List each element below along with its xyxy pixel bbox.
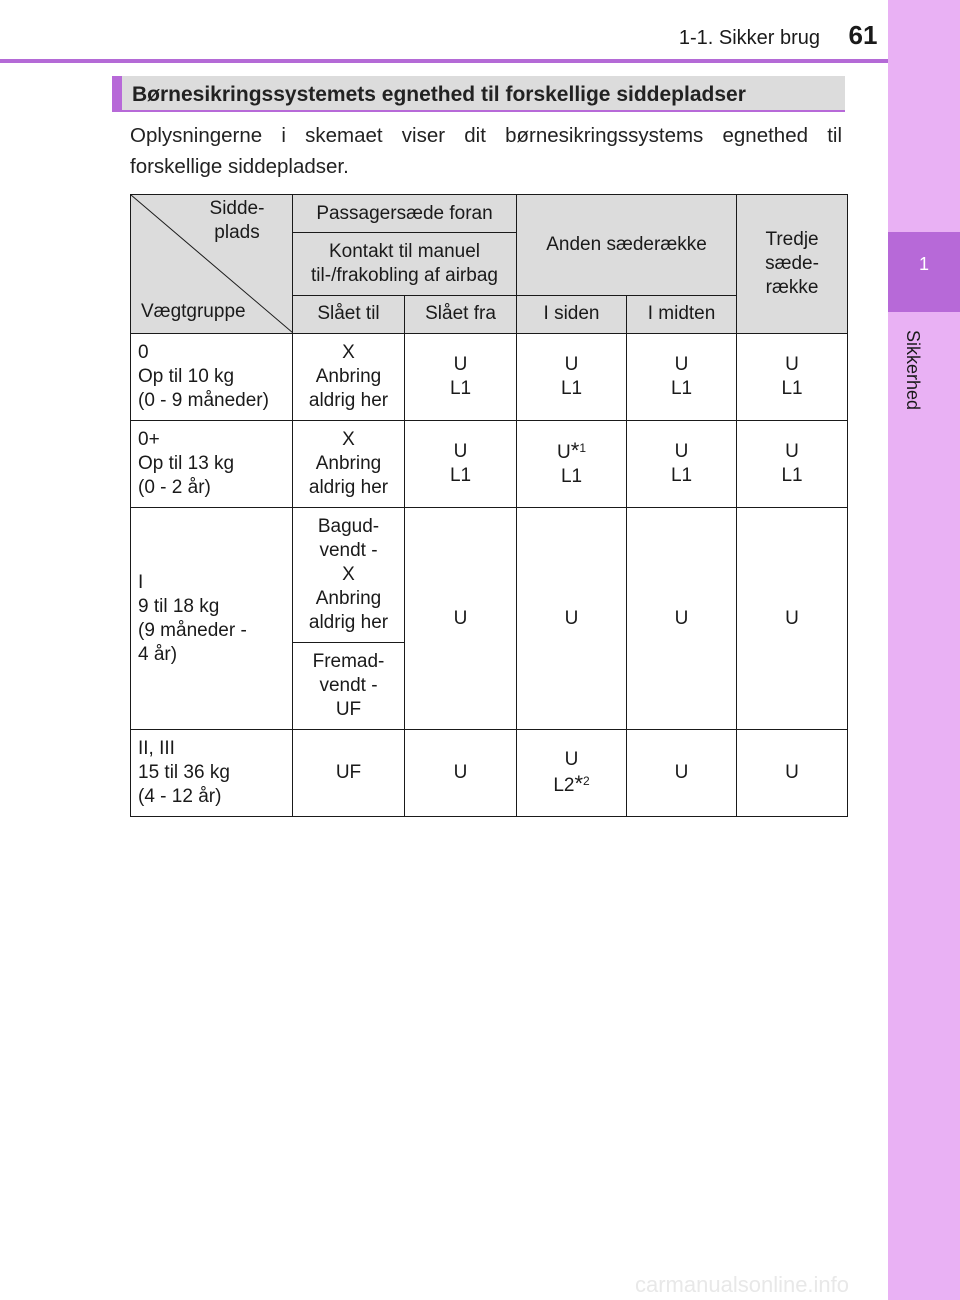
cell-line: X <box>342 342 355 363</box>
second-side-cell <box>517 421 627 508</box>
weight-group-line: (9 måneder - <box>138 619 247 641</box>
weight-group-line: 0+ <box>138 429 160 450</box>
second-side-header: I siden <box>517 295 627 333</box>
weight-group-line: 4 år) <box>138 643 178 665</box>
footnote-ref: 2 <box>583 774 590 788</box>
airbag-switch-line: til-/frakobling af airbag <box>311 264 498 286</box>
second-middle-header: I midten <box>627 295 737 333</box>
weight-group-cell <box>131 421 293 508</box>
weight-group-line: Op til 13 kg <box>138 453 235 474</box>
third-row-cell: U <box>737 730 848 817</box>
cell-line: L1 <box>670 378 693 399</box>
cell-line: L1 <box>449 465 472 486</box>
cell-line: U <box>785 354 799 375</box>
third-row-cell: U <box>737 508 848 730</box>
suitability-table <box>130 194 848 817</box>
cell-line: U <box>785 441 799 462</box>
second-middle-cell <box>627 421 737 508</box>
chapter-tab[interactable]: 1 <box>888 232 960 312</box>
cell-line: Anbring <box>315 366 382 387</box>
cell-line: L1 <box>449 378 472 399</box>
switch-on-cell <box>293 334 405 421</box>
cell-line: Anbring <box>315 588 382 609</box>
table-row <box>131 421 848 508</box>
switch-on-header: Slået til <box>293 295 405 333</box>
footnote-ref: 1 <box>579 441 586 455</box>
switch-off-header: Slået fra <box>405 295 517 333</box>
seat-position-line: Sidde- <box>209 198 265 219</box>
second-side-cell <box>517 730 627 817</box>
weight-group-cell <box>131 508 293 730</box>
cell-line <box>517 439 626 465</box>
cell-line: Anbring <box>315 453 382 474</box>
passenger-seat-header: Passagersæde foran <box>293 195 517 233</box>
footnote-star: * <box>570 438 580 463</box>
cell-line: Fremad- <box>312 651 385 672</box>
cell-line: U <box>453 354 468 375</box>
airbag-switch-line: Kontakt til manuel <box>328 240 481 262</box>
third-row-header <box>737 195 848 334</box>
switch-off-cell: U <box>405 730 517 817</box>
switch-off-cell <box>405 421 517 508</box>
cell-line: U <box>674 354 689 375</box>
cell-line: L1 <box>560 378 583 399</box>
section-heading: Børnesikringssystemets egnethed til forskellige siddepladser <box>132 83 746 106</box>
cell-line: U <box>453 441 468 462</box>
cell-line: L1 <box>670 465 693 486</box>
intro-paragraph: Oplysningerne i skemaet viser dit børnesikringssystems egnethed til forskellige siddepladser. <box>130 124 842 178</box>
table-row <box>131 730 848 817</box>
page-number: 61 <box>848 20 878 50</box>
third-row-line: sæde- <box>765 253 819 274</box>
chapter-sidebar <box>888 0 960 1300</box>
switch-on-front-cell <box>293 643 405 730</box>
table-row <box>131 334 848 421</box>
weight-group-line: II, III <box>138 738 175 759</box>
corner-header-cell <box>131 195 293 334</box>
third-row-line: Tredje <box>765 229 819 250</box>
airbag-switch-header <box>293 233 517 295</box>
footnote-star: * <box>574 771 584 796</box>
second-row-header: Anden sæderække <box>517 195 737 296</box>
third-row-line: række <box>765 277 819 298</box>
cell-line: UF <box>335 699 362 720</box>
cell-line: vendt - <box>319 675 378 696</box>
weight-group-line: I <box>138 571 144 593</box>
chapter-label: Sikkerhed <box>903 330 923 411</box>
section-reference: 1-1. Sikker brug <box>678 27 820 49</box>
third-row-cell <box>737 334 848 421</box>
seat-position-line: plads <box>214 222 260 243</box>
cell-line: U <box>564 354 579 375</box>
cell-line: aldrig her <box>308 390 389 411</box>
section-heading-box <box>112 76 845 112</box>
cell-line: aldrig her <box>308 477 389 498</box>
second-middle-cell: U <box>627 508 737 730</box>
weight-group-line: 9 til 18 kg <box>138 595 220 617</box>
cell-value: L2 <box>553 775 575 796</box>
second-side-cell <box>517 334 627 421</box>
second-middle-cell <box>627 334 737 421</box>
switch-on-cell: UF <box>293 730 405 817</box>
weight-group-line: 15 til 36 kg <box>138 762 230 783</box>
cell-line: X <box>342 429 355 450</box>
switch-off-cell <box>405 334 517 421</box>
cell-line: L1 <box>781 465 803 486</box>
cell-line: U <box>674 441 689 462</box>
switch-on-rear-cell <box>293 508 405 643</box>
cell-line: X <box>342 564 355 585</box>
weight-group-line: (4 - 12 år) <box>138 786 222 807</box>
cell-line <box>517 772 626 798</box>
weight-group-line: 0 <box>138 342 149 363</box>
header-rule <box>0 59 888 63</box>
seat-position-label <box>201 197 273 245</box>
switch-off-cell: U <box>405 508 517 730</box>
second-side-cell: U <box>517 508 627 730</box>
weight-group-line: (0 - 2 år) <box>138 477 211 498</box>
watermark: carmanualsonline.info <box>635 1272 850 1297</box>
cell-line: Bagud- <box>317 516 380 537</box>
weight-group-cell <box>131 334 293 421</box>
second-middle-cell: U <box>627 730 737 817</box>
cell-value: U <box>557 442 571 463</box>
switch-on-cell <box>293 421 405 508</box>
third-row-cell <box>737 421 848 508</box>
weight-group-label: Vægtgruppe <box>141 301 246 322</box>
weight-group-line: (0 - 9 måneder) <box>138 390 269 411</box>
weight-group-cell <box>131 730 293 817</box>
weight-group-line: Op til 10 kg <box>138 366 235 387</box>
cell-line: vendt - <box>319 540 378 561</box>
table-row <box>131 508 848 643</box>
cell-line: L1 <box>781 378 803 399</box>
cell-line: L1 <box>560 466 583 487</box>
cell-line: U <box>564 749 579 770</box>
cell-line: aldrig her <box>308 612 389 633</box>
